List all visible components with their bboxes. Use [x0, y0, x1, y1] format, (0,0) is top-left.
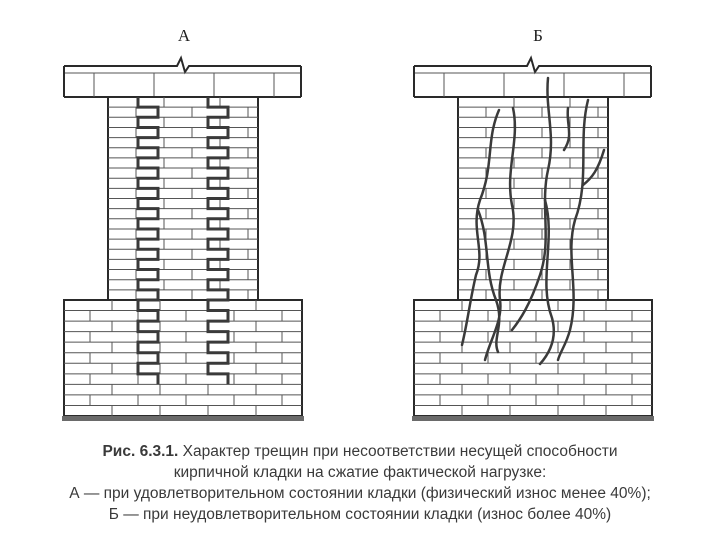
- panel-a-base-outline: [64, 300, 302, 416]
- panel-a-cap-top-edge: [64, 58, 301, 72]
- caption-line-4: Б — при неудовлетворительном состоянии кладки (износ более 40%): [108, 506, 612, 523]
- caption-line-3: А — при удовлетворительном состоянии кладки (физический износ менее 40%);: [69, 485, 651, 502]
- wavy-crack-4: [564, 108, 569, 150]
- wavy-crack-1: [462, 110, 499, 345]
- panel-b-base-outline: [414, 300, 652, 416]
- wavy-crack-6: [583, 150, 604, 185]
- panel-a-pier-shaft: [108, 97, 258, 300]
- caption-line-1: [0, 441, 720, 462]
- panel-a-ground-strip: [62, 416, 304, 421]
- caption-line-2: кирпичной кладки на сжатие фактической нагрузке:: [173, 464, 547, 481]
- panel-b-cap-top-edge: [414, 58, 651, 72]
- panel-b-base: [412, 300, 654, 421]
- panel-b-label: Б: [533, 26, 543, 45]
- panel-a-base: [62, 300, 304, 421]
- caption-number: Рис. 6.3.1.: [102, 443, 179, 460]
- panel-a-column-drawing: [62, 58, 304, 421]
- step-crack-left: [138, 97, 158, 384]
- panel-b-cap-slab: [414, 58, 651, 97]
- caption-title: Характер трещин при несоответствии несущей способности: [182, 443, 618, 460]
- panel-b-column-drawing: [412, 58, 654, 421]
- panel-a-cap-slab: [64, 58, 301, 97]
- step-crack-right: [208, 97, 228, 384]
- panel-a-label: А: [177, 26, 191, 45]
- wavy-crack-8: [540, 200, 554, 364]
- panel-b-ground-strip: [412, 416, 654, 421]
